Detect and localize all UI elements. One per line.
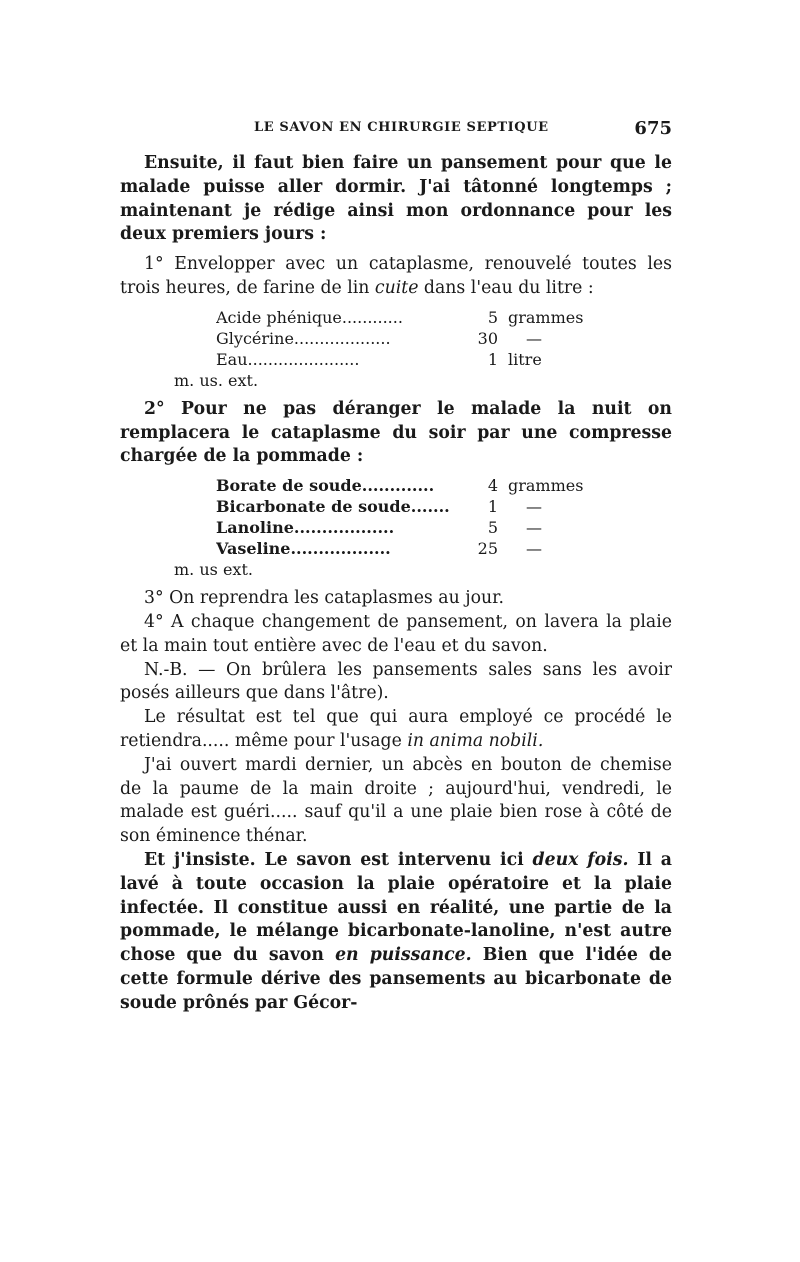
final-text-2: Il a lavé à toute occasion la plaie opératoire et la plaie infectée. Il constitue aussi en réalité, une partie de la pommade, le mélange bicarbonate-lanoline, n'est autre chose que du savon xyxy=(120,849,672,966)
ingredient-unit: litre xyxy=(508,349,542,369)
ingredient-unit: grammes xyxy=(508,476,584,496)
ingredient-name: Acide phénique............ xyxy=(216,307,403,327)
recipe-1-row xyxy=(216,328,672,349)
recipe-2-row xyxy=(216,496,672,517)
ingredient-qty: 1 xyxy=(487,497,498,517)
ingredient-name: Lanoline.................. xyxy=(216,518,395,538)
final-paragraph xyxy=(120,849,672,1016)
ingredient-unit: — xyxy=(526,539,542,559)
intro-paragraph: Ensuite, il faut bien faire un pansement pour que le malade puisse aller dormir. J'ai tâtonné longtemps ; maintenant je rédige ainsi mon ordonnance pour les deux premiers jours : xyxy=(120,153,672,245)
result-text: Le résultat est tel que qui aura employé ce procédé le retiendra..... même pour l'usage xyxy=(120,707,672,751)
recipe-1 xyxy=(216,307,672,370)
nb-paragraph: N.-B. — On brûlera les pansements sales sans les avoir posés ailleurs que dans l'âtre). xyxy=(120,659,672,704)
ingredient-qty: 5 xyxy=(487,307,498,327)
case-paragraph: J'ai ouvert mardi dernier, un abcès en bouton de chemise de la paume de la main droite ; aujourd'hui, vendredi, le malade est guéri..... sauf qu'il a une plaie bien rose à côté de son éminence thénar. xyxy=(120,754,672,847)
ingredient-qty: 25 xyxy=(477,539,498,559)
result-paragraph xyxy=(120,706,672,754)
recipe-2-row xyxy=(216,517,672,538)
ingredient-name: Vaseline.................. xyxy=(216,539,391,559)
page-number: 675 xyxy=(634,118,672,139)
item-1-italic: cuite xyxy=(374,277,419,298)
item-2-paragraph: 2° Pour ne pas déranger le malade la nuit on remplacera le cataplasme du soir par une compresse chargée de la pommade : xyxy=(120,398,672,467)
ingredient-qty: 1 xyxy=(487,349,498,369)
item-4-paragraph: 4° A chaque changement de pansement, on lavera la plaie et la main tout entière avec de l'eau et du savon. xyxy=(120,611,672,656)
ingredient-name: Borate de soude............. xyxy=(216,476,435,496)
ingredient-qty: 5 xyxy=(487,518,498,538)
final-italic-1: deux fois. xyxy=(532,849,629,870)
recipe-1-footer: m. us. ext. xyxy=(174,370,259,390)
recipe-2 xyxy=(216,475,672,559)
page-header xyxy=(120,118,672,140)
recipe-2-row xyxy=(216,475,672,496)
recipe-1-row xyxy=(216,349,672,370)
item-1-paragraph xyxy=(120,253,672,301)
ingredient-name: Eau...................... xyxy=(216,349,360,369)
recipe-1-row xyxy=(216,307,672,328)
ingredient-name: Bicarbonate de soude....... xyxy=(216,497,450,517)
final-text-1: Et j'insiste. Le savon est intervenu ici xyxy=(144,849,533,870)
ingredient-qty: 4 xyxy=(487,476,498,496)
recipe-2-row xyxy=(216,538,672,559)
page-body xyxy=(120,152,672,1016)
running-title: LE SAVON EN CHIRURGIE SEPTIQUE xyxy=(254,120,549,135)
item-1-text-after: dans l'eau du litre : xyxy=(418,277,594,298)
item-3-paragraph: 3° On reprendra les cataplasmes au jour. xyxy=(144,588,504,609)
ingredient-name: Glycérine................... xyxy=(216,328,391,348)
recipe-2-footer: m. us ext. xyxy=(174,560,253,580)
ingredient-qty: 30 xyxy=(477,328,498,348)
item-1-text: 1° Envelopper avec un cataplasme, renouvelé toutes les trois heures, de farine de lin xyxy=(120,254,672,298)
final-text-3: Bien que l'idée de cette formule dérive des pansements au bicarbonate de soude prônés par Gécor- xyxy=(120,945,672,1013)
result-italic: in anima nobili. xyxy=(407,730,544,751)
ingredient-unit: — xyxy=(526,328,542,348)
ingredient-unit: — xyxy=(526,497,542,517)
ingredient-unit: grammes xyxy=(508,307,584,327)
ingredient-unit: — xyxy=(526,518,542,538)
final-italic-2: en puissance. xyxy=(335,945,472,966)
